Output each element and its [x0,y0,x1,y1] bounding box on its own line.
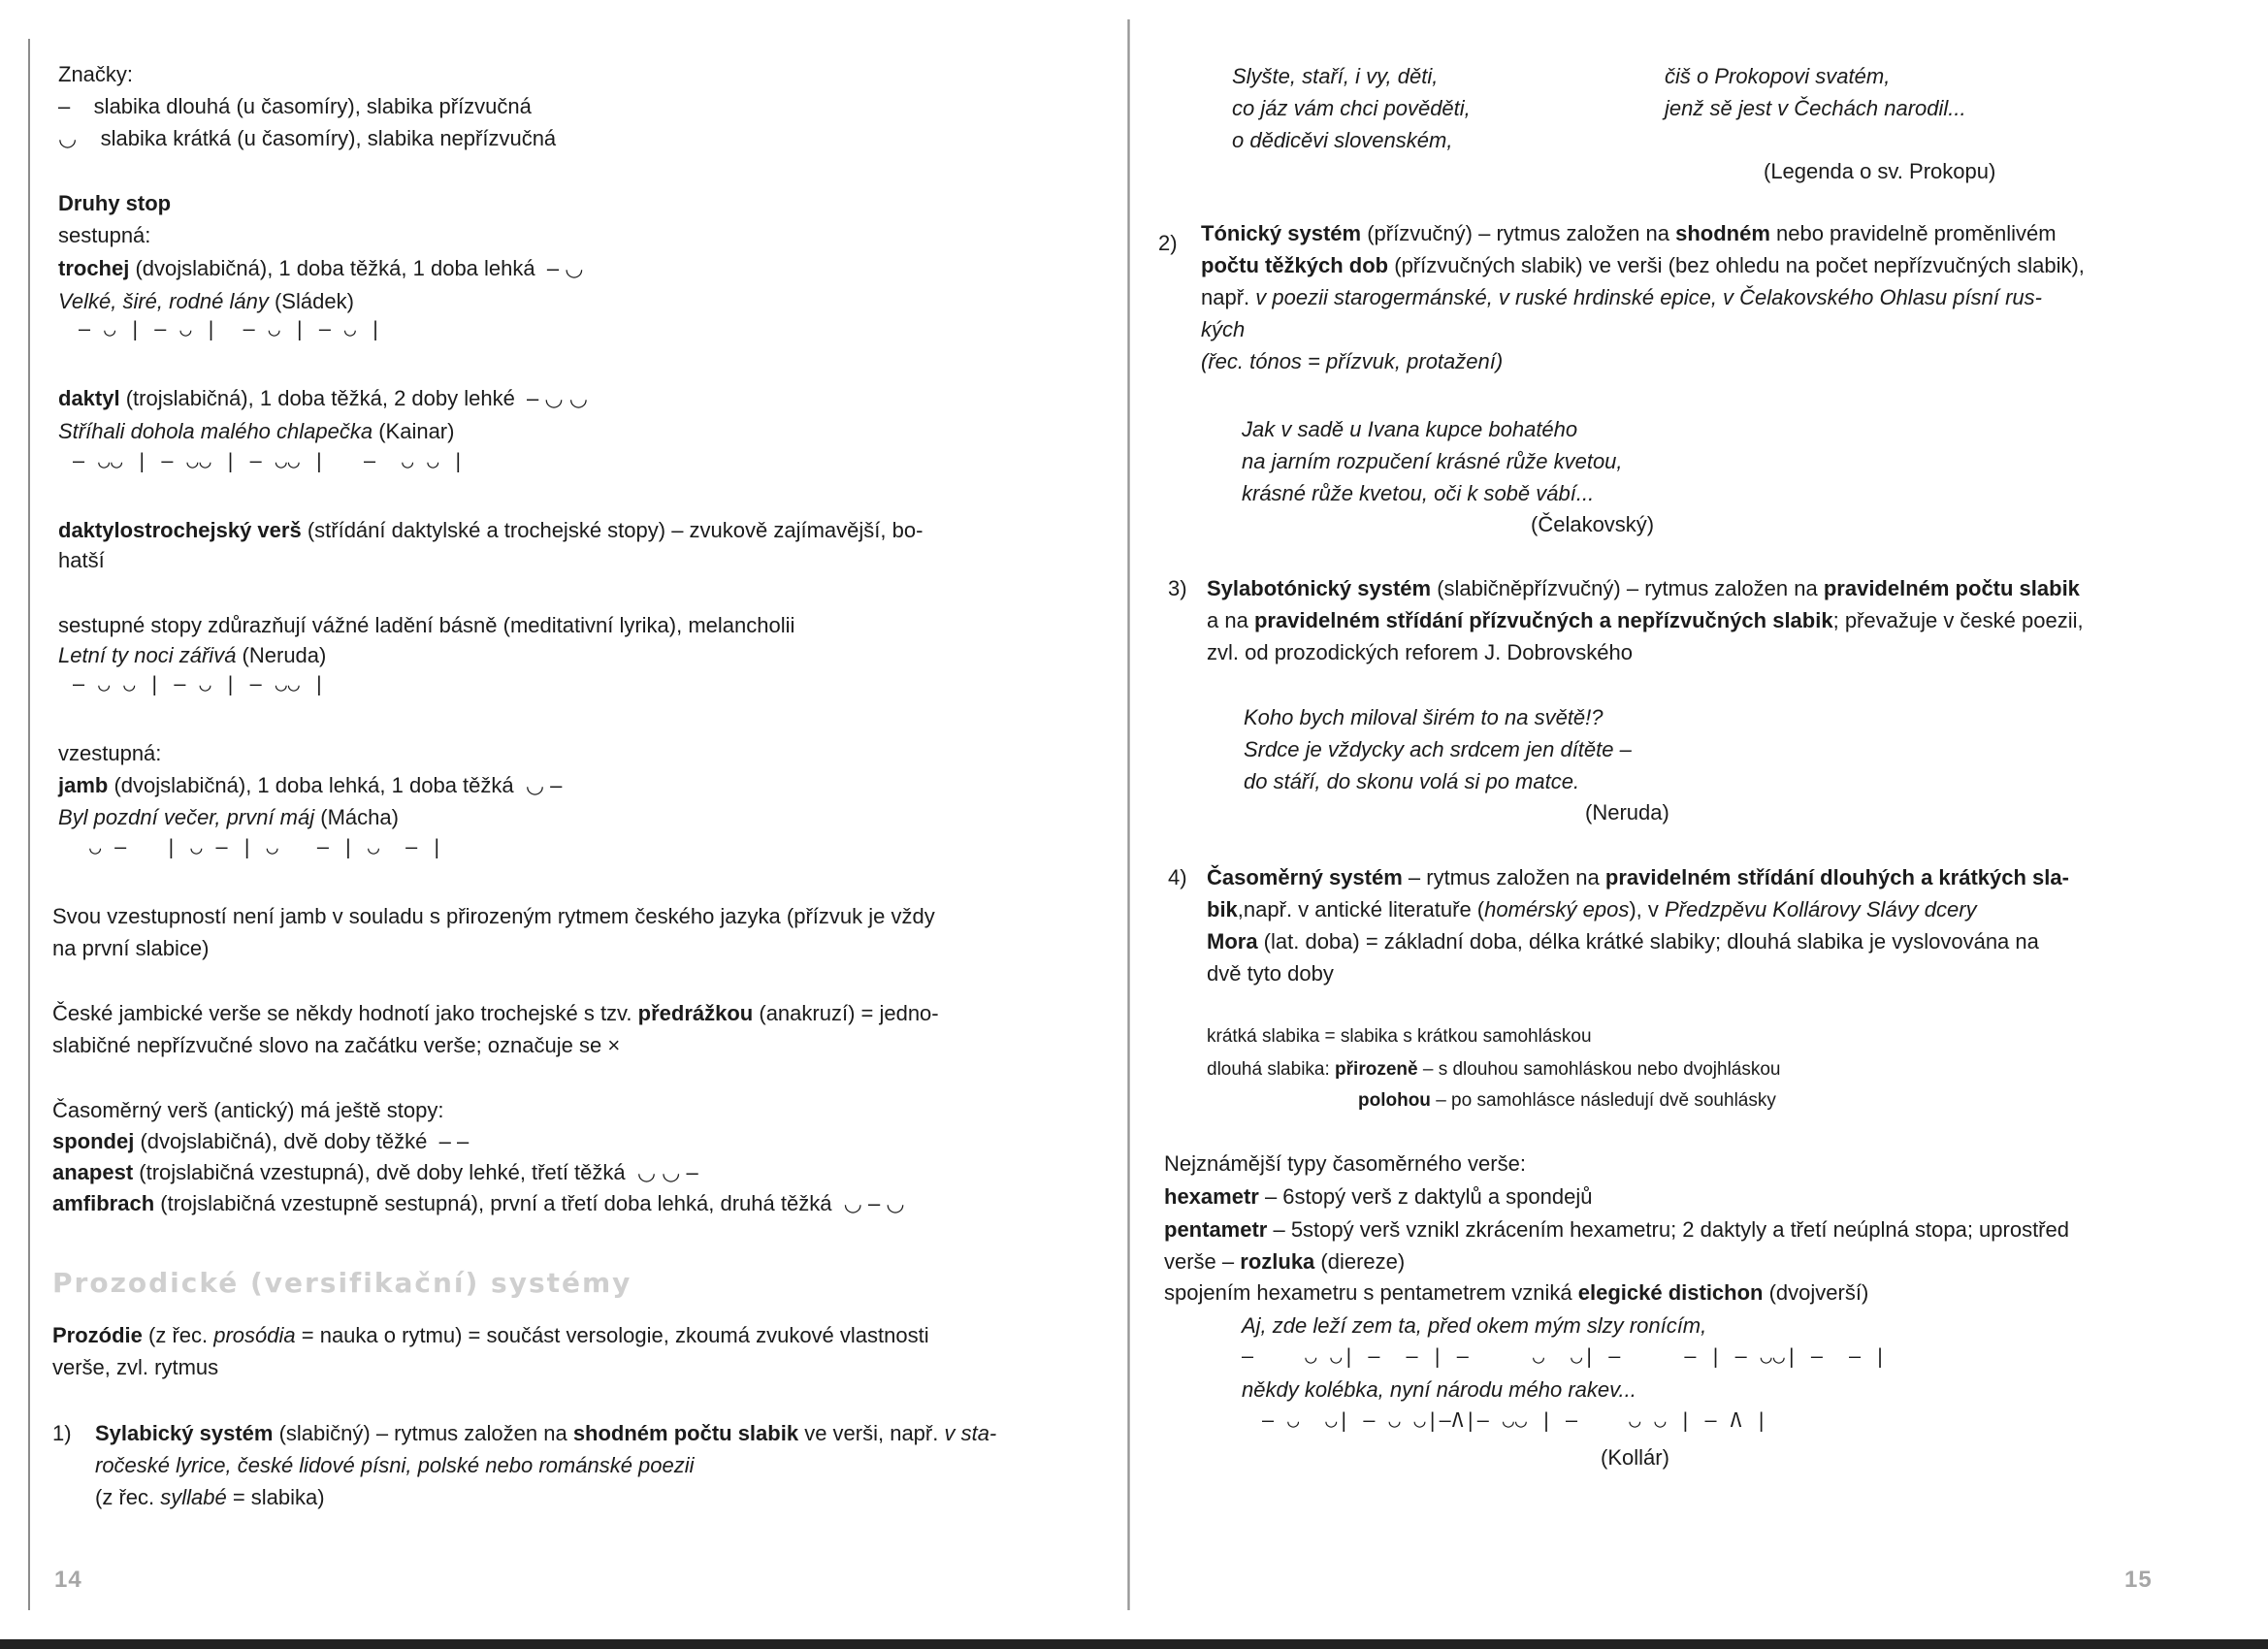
legend-verse-l1: Slyšte, staří, i vy, děti, [1232,64,1439,88]
neruda-verse-2: Srdce je vždycky ach srdcem jen dítěte – [1244,737,1632,761]
system-1-number: 1) [52,1421,72,1445]
mora-line-2: dvě tyto doby [1207,961,1334,986]
kollar-meter-2: – ◡ ◡| – ◡ ◡|–Λ|– ◡◡ | – ◡ ◡ | – Λ | [1249,1408,1768,1432]
pentameter-line-2: verše – rozluka (diereze) [1164,1249,1406,1274]
dactylo-line-2: hatší [58,548,105,572]
system-2-line-2: počtu těžkých dob (přízvučných slabik) ve verši (bez ohledu na počet nepřízvučných slabik), [1201,253,2085,277]
iamb-meter: ◡ – | ◡ – | ◡ – | ◡ – | [64,835,444,858]
short-syllable: krátká slabika = slabika s krátkou samohláskou [1207,1026,1592,1047]
system-4-line: Časoměrný systém – rytmus založen na pravidelném střídání dlouhých a krátkých sla- [1207,865,2069,889]
trochee-example: Velké, širé, rodné lány (Sládek) [58,289,354,313]
system-3-line-3: zvl. od prozodických reforem J. Dobrovského [1207,640,1633,664]
elegiac-line: spojením hexametru s pentametrem vzniká elegické distichon (dvojverší) [1164,1280,1869,1305]
prosody-line-2: verše, zvl. rytmus [52,1355,219,1379]
types-intro: Nejznámější typy časoměrného verše: [1164,1151,1526,1176]
celakovsky-verse-3: krásné růže kvetou, oči k sobě vábí... [1242,481,1595,505]
system-1-line-2: ročeské lyrice, české lidové písni, polské nebo románské poezii [95,1453,695,1477]
neruda-verse-3: do stáří, do skonu volá si po matce. [1244,769,1580,793]
system-2-line-4: kých [1201,317,1246,341]
trochee-line: trochej (dvojslabičná), 1 doba těžká, 1 doba lehká – ◡ [58,256,584,280]
spondee-line: spondej (dvojslabičná), dvě doby těžké – – [52,1129,470,1153]
kollar-verse-2: někdy kolébka, nyní národu mého rakev... [1242,1377,1636,1402]
pentameter-line: pentametr – 5stopý verš vznikl zkrácením hexametru; 2 daktyly a třetí neúplná stopa; uprostřed [1164,1217,2069,1242]
marks-title: Značky: [58,62,134,86]
ascending-label: vzestupná: [58,741,162,765]
legend-verse-r1: čiš o Prokopovi svatém, [1665,64,1891,88]
kollar-verse-1: Aj, zde leží zem ta, před okem mým slzy ronícím, [1242,1313,1707,1338]
system-4-line-2: bik,např. v antické literatuře (homérský epos), v Předzpěvu Kollárovy Slávy dcery [1207,897,1977,922]
mark-short: ◡ slabika krátká (u časomíry), slabika nepřízvučná [58,126,557,150]
feet-heading: Druhy stop [58,191,172,215]
right-page [1137,0,2268,1630]
iamb-note-2: na první slabice) [52,936,210,960]
kollar-meter-1: – ◡ ◡| – – | – ◡ ◡| – – | – ◡◡| – – | [1242,1344,1888,1368]
system-2-greek: (řec. tónos = přízvuk, protažení) [1201,349,1504,373]
system-2-line: Tónický systém (přízvučný) – rytmus založen na shodném nebo pravidelně proměnlivém [1201,221,2057,245]
legend-verse-l2: co jáz vám chci pověděti, [1232,96,1471,120]
left-page [0,0,1131,1630]
page-number: 15 [2124,1567,2153,1593]
legend-verse-l3: o dědicěvi slovenském, [1232,128,1453,152]
celakovsky-verse-2: na jarním rozpučení krásné růže kvetou, [1242,449,1623,473]
mora-line: Mora (lat. doba) = základní doba, délka krátké slabiky; dlouhá slabika je vyslovována na [1207,929,2039,954]
anacrusis-line-2: slabičné nepřízvučné slovo na začátku verše; označuje se × [52,1033,621,1057]
dactylo-line: daktylostrochejský verš (střídání daktylské a trochejské stopy) – zvukově zajímavější, bo- [58,518,923,542]
trochee-meter: – ◡ | – ◡ | – ◡ | – ◡ | [66,317,383,340]
neruda-example: Letní ty noci zářivá (Neruda) [58,643,327,667]
position-syllable: polohou – po samohlásce následují dvě souhlásky [1358,1090,1776,1111]
section-heading: Prozodické (versifikační) systémy [52,1267,632,1299]
scan-edge [0,1639,2268,1649]
neruda-source: (Neruda) [1585,800,1669,824]
celakovsky-source: (Čelakovský) [1531,512,1655,536]
amphibrach-line: amfibrach (trojslabičná vzestupně sestupná), první a třetí doba lehká, druhá těžká ◡ – ◡ [52,1191,905,1215]
legend-verse-r2: jenž sě jest v Čechách narodil... [1665,96,1966,120]
iamb-line: jamb (dvojslabičná), 1 doba lehká, 1 doba těžká ◡ – [58,773,563,797]
dactyl-example: Stříhali dohola malého chlapečka (Kainar) [58,419,455,443]
iamb-example: Byl pozdní večer, první máj (Mácha) [58,805,399,829]
page-number: 14 [54,1567,82,1593]
system-3-number: 3) [1168,576,1187,600]
celakovsky-verse-1: Jak v sadě u Ivana kupce bohatého [1242,417,1578,441]
system-4-number: 4) [1168,865,1187,889]
prosody-line: Prozódie (z řec. prosódia = nauka o rytmu) = součást versologie, zkoumá zvukové vlastnosti [52,1323,929,1347]
system-3-line-2: a na pravidelném střídání přízvučných a nepřízvučných slabik; převažuje v české poezii, [1207,608,2084,632]
neruda-verse-1: Koho bych miloval širém to na světě!? [1244,705,1604,729]
dactyl-line: daktyl (trojslabičná), 1 doba těžká, 2 doby lehké – ◡ ◡ [58,386,588,410]
system-3-line: Sylabotónický systém (slabičněpřízvučný) – rytmus založen na pravidelném počtu slabik [1207,576,2080,600]
mark-long: – slabika dlouhá (u časomíry), slabika přízvučná [58,94,532,118]
anacrusis-line: České jambické verše se někdy hodnotí jako trochejské s tzv. předrážkou (anakruzí) = jedno- [52,1001,939,1025]
kollar-source: (Kollár) [1601,1445,1669,1470]
neruda-meter: – ◡ ◡ | – ◡ | – ◡◡ | [60,672,326,695]
anapest-line: anapest (trojslabičná vzestupná), dvě doby lehké, třetí těžká ◡ ◡ – [52,1160,698,1184]
descending-note: sestupné stopy zdůrazňují vážné ladění básně (meditativní lyrika), melancholii [58,613,795,637]
legend-source: (Legenda o sv. Prokopu) [1764,159,1996,183]
quantitative-intro: Časoměrný verš (antický) má ještě stopy: [52,1098,444,1122]
system-1-line: Sylabický systém (slabičný) – rytmus založen na shodném počtu slabik ve verši, např. v sta- [95,1421,997,1445]
hexameter-line: hexametr – 6stopý verš z daktylů a spondejů [1164,1184,1593,1209]
system-2-number: 2) [1158,231,1178,255]
iamb-note: Svou vzestupností není jamb v souladu s přirozeným rytmem českého jazyka (přízvuk je vždy [52,904,935,928]
system-2-line-3: např. v poezii starogermánské, v ruské hrdinské epice, v Čelakovského Ohlasu písní rus- [1201,285,2042,309]
dactyl-meter: – ◡◡ | – ◡◡ | – ◡◡ | – ◡ ◡ | [60,449,466,472]
descending-label: sestupná: [58,223,151,247]
system-1-line-3: (z řec. syllabé = slabika) [95,1485,325,1509]
long-syllable: dlouhá slabika: přirozeně – s dlouhou samohláskou nebo dvojhláskou [1207,1059,1781,1080]
